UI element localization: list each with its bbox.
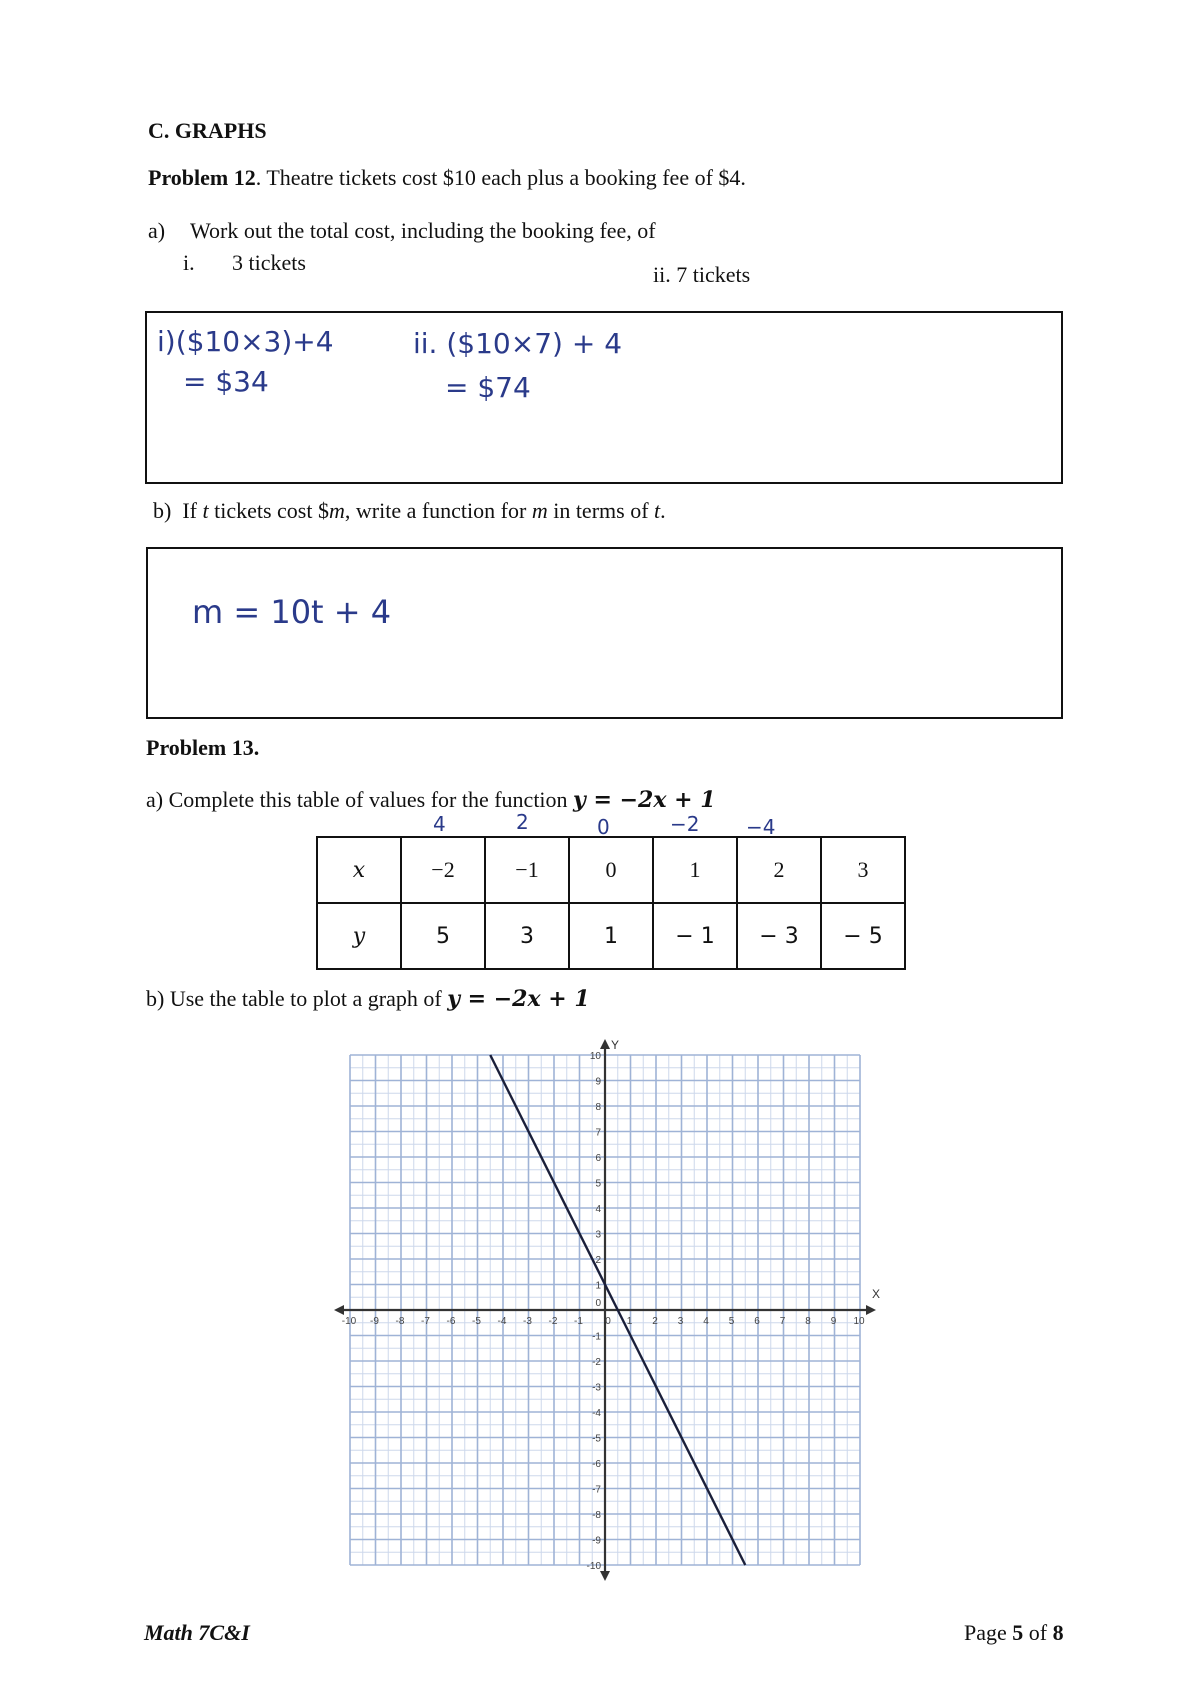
problem12-text: . Theatre tickets cost $10 each plus a booking fee of $4. [255, 165, 746, 190]
y-tick-label: 4 [595, 1204, 601, 1215]
footer-page-number: 5 [1012, 1620, 1024, 1645]
x-tick-label: -1 [574, 1316, 583, 1327]
y-tick-label: 1 [595, 1280, 601, 1292]
part-b-text13: b) Use the table to plot a graph of [146, 986, 448, 1011]
y-tick-label: -6 [592, 1459, 601, 1470]
y-cell: 1 [569, 903, 653, 969]
axes [334, 1038, 880, 1581]
y-tick-label: -10 [586, 1561, 601, 1572]
part-a-text13: a) Complete this table of values for the function [146, 787, 574, 812]
part-b-question [153, 498, 666, 524]
answer-b: m = 10t + 4 [192, 593, 392, 631]
x-label: x [352, 858, 366, 883]
section-title: C. GRAPHS [148, 118, 267, 143]
part-b-text-mid3: in terms of [547, 498, 655, 523]
y-cell: 3 [485, 903, 569, 969]
answer-box-a [145, 311, 1063, 484]
x-cell: 0 [569, 837, 653, 903]
y-cell: − 1 [653, 903, 737, 969]
part-b-text-pre: If [182, 498, 203, 523]
x-tick-label: -5 [472, 1316, 481, 1327]
x-cell: 3 [821, 837, 905, 903]
footer-page [964, 1620, 1064, 1646]
y-tick-label: 8 [595, 1102, 601, 1113]
x-label-cell [317, 837, 401, 903]
answer-i-line1: i)($10×3)+4 [157, 325, 334, 358]
hw-above-1: 4 [433, 812, 446, 836]
x-tick-label: -4 [497, 1316, 507, 1327]
footer-page-mid: of [1023, 1620, 1053, 1645]
y-tick-label: 7 [595, 1127, 601, 1139]
function-a: y = −2x + 1 [573, 787, 716, 813]
y-cell: − 3 [737, 903, 821, 969]
x-cell: 2 [737, 837, 821, 903]
var-m: m [328, 498, 345, 523]
x-tick-label: -10 [341, 1316, 357, 1327]
values-table [316, 836, 906, 970]
y-axis-arrow-bottom [600, 1571, 610, 1581]
part-a-label: a) [148, 218, 166, 243]
x-row [317, 837, 905, 903]
part-b-text-end: . [660, 498, 666, 523]
problem12-heading: Problem 12 [148, 165, 256, 190]
x-tick-label: 4 [703, 1316, 709, 1327]
part-a-sub-ii: ii. 7 tickets [653, 262, 751, 287]
answer-ii-line2: = $74 [445, 371, 531, 404]
part-b-text-mid2: , write a function for [344, 498, 532, 523]
x-tick-label: -2 [548, 1316, 558, 1327]
x-tick-label: 6 [754, 1316, 760, 1327]
x-tick-label: -7 [421, 1316, 430, 1327]
function-b: y = −2x + 1 [447, 986, 590, 1012]
y-tick-label: 2 [595, 1255, 601, 1266]
part-a-text: Work out the total cost, including the booking fee, of [190, 218, 656, 243]
footer-page-pre: Page [964, 1620, 1013, 1645]
x-tick-label: 2 [652, 1316, 658, 1327]
y-tick-label: -1 [592, 1331, 601, 1343]
x-cell: 1 [653, 837, 737, 903]
x-tick-label: 10 [853, 1316, 865, 1327]
x-axis-arrow-left [334, 1305, 344, 1315]
var-t2: t [654, 498, 661, 523]
x-cell: −1 [485, 837, 569, 903]
footer-page-total: 8 [1052, 1620, 1064, 1645]
y-tick-label: 9 [595, 1076, 601, 1088]
problem12-statement [148, 165, 746, 191]
y-cell: − 5 [821, 903, 905, 969]
coordinate-graph [325, 1030, 895, 1590]
x-axis-label: X [872, 1287, 881, 1301]
x-tick-label: 7 [779, 1316, 786, 1327]
problem13-part-b [146, 986, 590, 1012]
var-t: t [202, 498, 209, 523]
footer-course: Math 7C&I [144, 1620, 250, 1645]
y-tick-label: 6 [595, 1153, 601, 1164]
x-tick-label: -6 [446, 1316, 456, 1327]
hw-above-3: 0 [597, 815, 610, 839]
y-tick-label: -2 [592, 1357, 601, 1368]
x-tick-label: 0 [605, 1316, 611, 1327]
y-tick-label: -3 [592, 1382, 601, 1394]
y-label: y [352, 924, 366, 949]
y-cell: 5 [401, 903, 485, 969]
y-tick-label: 0 [595, 1298, 601, 1309]
x-tick-label: 8 [805, 1316, 811, 1327]
problem13-part-a [146, 787, 716, 813]
y-label-cell [317, 903, 401, 969]
x-tick-label: -3 [523, 1316, 532, 1327]
x-axis-arrow-right [866, 1305, 876, 1315]
part-b-label: b) [153, 498, 172, 523]
y-axis-arrow-top [600, 1039, 610, 1049]
problem13-heading: Problem 13. [146, 735, 260, 760]
y-tick-label: -9 [592, 1535, 601, 1547]
x-tick-label: 3 [677, 1316, 684, 1327]
x-tick-label: 1 [626, 1316, 633, 1327]
x-tick-label: -8 [395, 1316, 405, 1327]
y-tick-label: -4 [592, 1408, 601, 1419]
tick-labels [342, 1051, 865, 1572]
y-tick-label: 5 [595, 1178, 601, 1190]
part-b-text-mid: tickets cost $ [208, 498, 329, 523]
y-tick-label: 10 [589, 1051, 601, 1062]
y-axis-label: Y [611, 1038, 620, 1052]
y-tick-label: 3 [595, 1229, 601, 1241]
y-tick-label: -7 [592, 1484, 601, 1496]
x-tick-label: 9 [830, 1316, 837, 1327]
answer-ii-line1: ii. ($10×7) + 4 [413, 327, 623, 360]
part-a-sub-i-text: 3 tickets [232, 250, 306, 275]
x-cell: −2 [401, 837, 485, 903]
var-m2: m [531, 498, 548, 523]
y-tick-label: -8 [592, 1510, 601, 1521]
answer-i-line2: = $34 [183, 365, 269, 398]
y-tick-label: -5 [592, 1433, 601, 1445]
answer-box-b [146, 547, 1063, 719]
hw-above-2: 2 [516, 810, 529, 834]
hw-above-5: −4 [746, 815, 776, 839]
hw-above-4: −2 [670, 812, 700, 836]
part-a-sub-i-label: i. [183, 250, 195, 275]
x-tick-label: 5 [728, 1316, 735, 1327]
x-tick-label: -9 [370, 1316, 379, 1327]
y-row [317, 903, 905, 969]
